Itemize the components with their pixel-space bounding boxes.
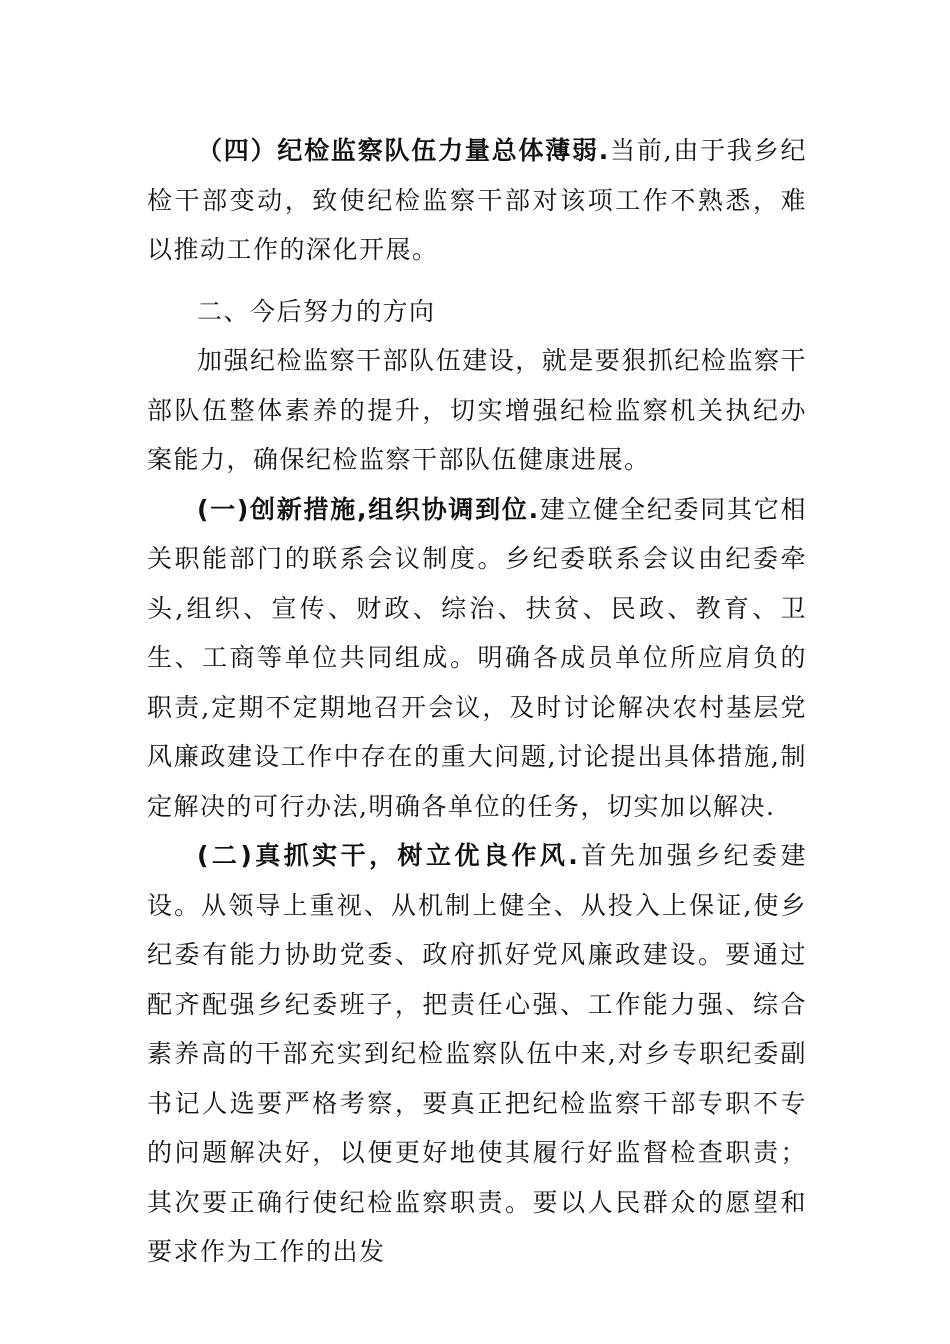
paragraph-lead: （四）纪检监察队伍力量总体薄弱. [197, 136, 610, 165]
paragraph-lead: (一)创新措施,组织协调到位. [197, 494, 540, 524]
paragraph-lead: (二)真抓实干，树立优良作风. [197, 841, 580, 870]
paragraph-text: 建立健全纪委同其它相关职能部门的联系会议制度。乡纪委联系会议由纪委牵头,组织、宣传、财政、综治、扶贫、民政、教育、卫生、工商等单位共同组成。明确各成员单位所应肩负的职责,定期不定期地召开会议，及时讨论解决农村基层党风廉政建设工作中存在的重大问题,讨论提出具体措施,制定解决的可行办法,明确各单位的任务，切实加以解决. [147, 494, 807, 821]
section-heading [147, 287, 807, 337]
paragraph-item-1 [147, 485, 807, 832]
paragraph-text: 加强纪检监察干部队伍建设，就是要狠抓纪检监察干部队伍整体素养的提升，切实增强纪检监察机关执纪办案能力，确保纪检监察干部队伍健康进展。 [147, 346, 807, 474]
paragraph-text: 当前,由于我乡纪检干部变动，致使纪检监察干部对该项工作不熟悉，难以推动工作的深化开展。 [147, 136, 808, 264]
document-body [147, 126, 807, 1277]
paragraph-section-4 [147, 126, 807, 275]
paragraph-text: 首先加强乡纪委建设。从领导上重视、从机制上健全、从投入上保证,使乡纪委有能力协助党委、政府抓好党风廉政建设。要通过配齐配强乡纪委班子，把责任心强、工作能力强、综合素养高的干部充实到纪检监察队伍中来,对乡专职纪委副书记人选要严格考察，要真正把纪检监察干部专职不专的问题解决好，以便更好地使其履行好监督检查职责；其次要正确行使纪检监察职责。要以人民群众的愿望和要求作为工作的出发 [147, 841, 807, 1266]
section-heading-text: 二、今后努力的方向 [197, 296, 436, 326]
paragraph-intro [147, 336, 807, 485]
paragraph-item-2 [147, 831, 807, 1277]
